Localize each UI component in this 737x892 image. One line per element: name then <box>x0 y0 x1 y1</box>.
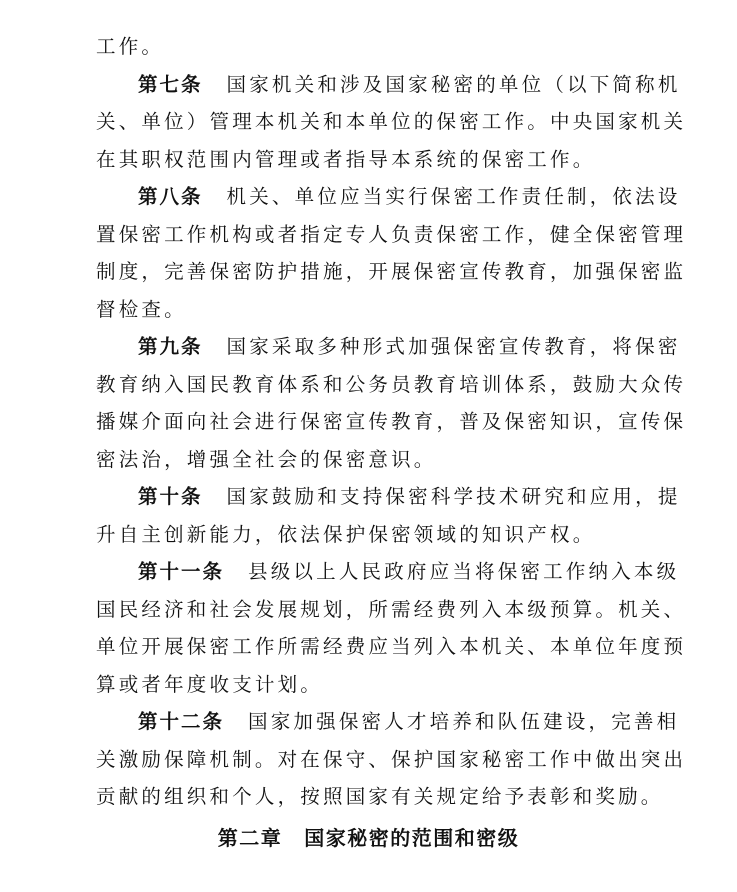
article-7-line-1 <box>96 66 681 104</box>
article-8-line-4: 督检查。 <box>96 297 187 321</box>
article-8-label: 第八条 <box>138 185 203 208</box>
article-11-label: 第十一条 <box>138 560 225 583</box>
article-12-text-1: 国家加强保密人才培养和队伍建设，完善相 <box>248 710 680 733</box>
article-8-text-1: 机关、单位应当实行保密工作责任制，依法设 <box>226 185 681 208</box>
article-7-line-2: 关、单位）管理本机关和本单位的保密工作。中央国家机关 <box>96 110 687 133</box>
article-12-label: 第十二条 <box>138 710 225 733</box>
article-8-line-2: 置保密工作机构或者指定专人负责保密工作，健全保密管理 <box>96 222 687 246</box>
article-9-text-1: 国家采取多种形式加强保密宣传教育，将保密 <box>226 335 681 358</box>
article-11-text-1: 县级以上人民政府应当将保密工作纳入本级 <box>248 560 680 583</box>
document-page <box>96 28 687 856</box>
article-9-label: 第九条 <box>138 335 203 358</box>
article-11-line-3: 单位开展保密工作所需经费应当列入本机关、本单位年度预 <box>96 635 687 658</box>
article-7-label: 第七条 <box>138 72 203 96</box>
article-11-line-1 <box>96 553 680 591</box>
article-9-line-2: 教育纳入国民教育体系和公务员教育培训体系，鼓励大众传 <box>96 372 687 396</box>
article-10-line-1 <box>96 478 681 516</box>
lead-line: 工作。 <box>96 35 165 58</box>
article-9-line-1 <box>96 328 681 366</box>
article-10-text-1: 国家鼓励和支持保密科学技术研究和应用，提 <box>226 485 681 508</box>
chapter-number: 第二章 <box>217 825 283 850</box>
article-7-text-1: 国家机关和涉及国家秘密的单位（以下简称机 <box>226 72 681 96</box>
article-11-line-2: 国民经济和社会发展规划，所需经费列入本级预算。机关、 <box>96 597 687 621</box>
article-10-label: 第十条 <box>138 485 203 508</box>
article-12-line-2: 关激励保障机制。对在保守、保护国家秘密工作中做出突出 <box>96 747 687 771</box>
chapter-heading <box>96 820 641 856</box>
article-12-line-1 <box>96 703 680 741</box>
article-7-line-3: 在其职权范围内管理或者指导本系统的保密工作。 <box>96 147 596 171</box>
chapter-title: 国家秘密的范围和密级 <box>304 825 520 850</box>
article-9-line-4: 密法治，增强全社会的保密意识。 <box>96 447 437 471</box>
article-12-line-3: 贡献的组织和个人，按照国家有关规定给予表彰和奖励。 <box>96 785 664 808</box>
article-11-line-4: 算或者年度收支计划。 <box>96 672 324 696</box>
article-8-line-3: 制度，完善保密防护措施，开展保密宣传教育，加强保密监 <box>96 260 687 283</box>
article-10-line-2: 升自主创新能力，依法保护保密领域的知识产权。 <box>96 522 596 546</box>
article-9-line-3: 播媒介面向社会进行保密宣传教育，普及保密知识，宣传保 <box>96 410 687 433</box>
article-8-line-1 <box>96 178 681 216</box>
